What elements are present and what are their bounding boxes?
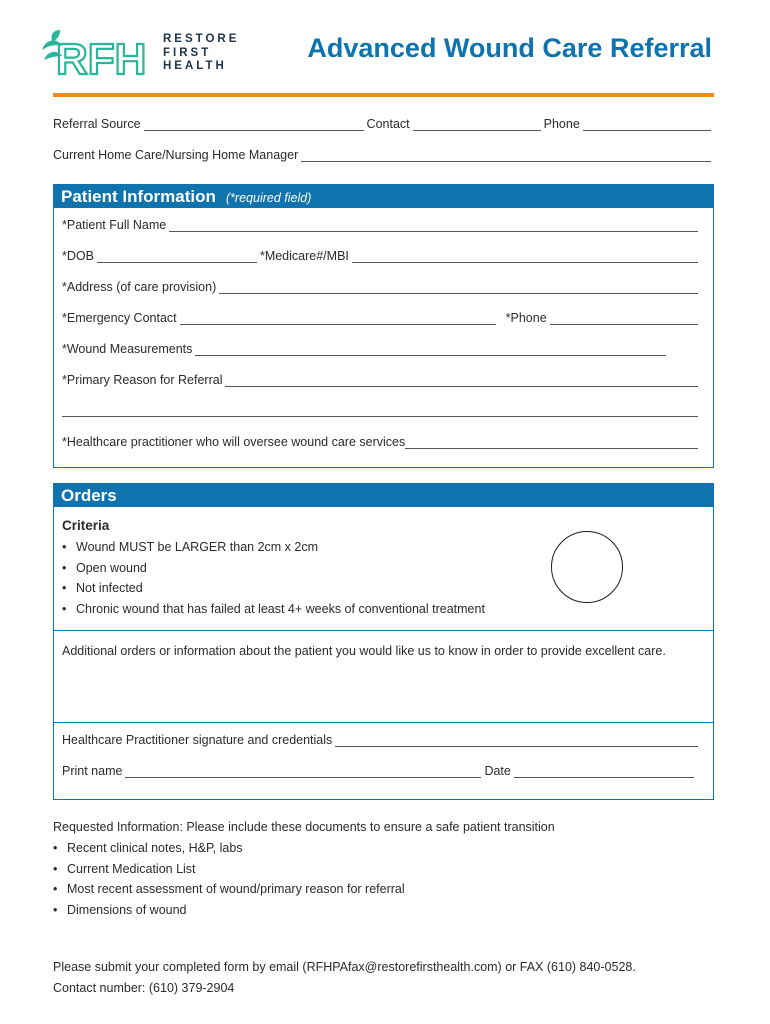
primary-reason-continued-row xyxy=(62,404,701,417)
primary-reason-field[interactable] xyxy=(225,374,698,387)
print-name-row xyxy=(62,764,697,778)
panel-title: Orders xyxy=(61,486,117,505)
dob-field[interactable] xyxy=(97,250,257,263)
divider xyxy=(54,630,713,631)
primary-reason-continued-field[interactable] xyxy=(62,404,698,417)
submission-instructions xyxy=(53,957,636,999)
dob-label: *DOB xyxy=(62,249,94,263)
wound-diagram-circle xyxy=(551,531,623,603)
contact-line: Contact number: (610) 379-2904 xyxy=(53,981,235,995)
wound-measurements-row xyxy=(62,342,669,356)
address-label: *Address (of care provision) xyxy=(62,280,217,294)
address-row xyxy=(62,280,701,294)
emergency-contact-field[interactable] xyxy=(180,312,496,325)
primary-reason-row xyxy=(62,373,701,387)
date-field[interactable] xyxy=(514,765,694,778)
submit-line: Please submit your completed form by email (RFHPAfax@restorefirsthealth.com) or FAX (610) 840-0528. xyxy=(53,960,636,974)
full-name-field[interactable] xyxy=(169,219,698,232)
referral-source-label: Referral Source xyxy=(53,117,141,131)
criteria-title: Criteria xyxy=(62,518,110,533)
additional-info-label: Additional orders or information about the patient you would like us to know in order to provide excellent care. xyxy=(62,644,666,658)
signature-row xyxy=(62,733,701,747)
referral-source-field[interactable] xyxy=(144,118,364,131)
list-item: • Open wound xyxy=(62,558,485,579)
panel-title: Patient Information xyxy=(61,187,216,206)
logo-wordmark: RESTORE FIRST HEALTH xyxy=(163,33,240,72)
contact-field[interactable] xyxy=(413,118,541,131)
requested-information-list xyxy=(53,838,405,920)
full-name-label: *Patient Full Name xyxy=(62,218,167,232)
date-label: Date xyxy=(484,764,511,778)
full-name-row xyxy=(62,218,701,232)
address-field[interactable] xyxy=(219,281,698,294)
list-item: • Dimensions of wound xyxy=(53,900,405,921)
signature-label: Healthcare Practitioner signature and credentials xyxy=(62,733,333,747)
medicare-field[interactable] xyxy=(352,250,698,263)
list-item: • Recent clinical notes, H&P, labs xyxy=(53,838,405,859)
page-title: Advanced Wound Care Referral xyxy=(307,33,712,63)
emergency-phone-label: *Phone xyxy=(505,311,547,325)
list-item: • Wound MUST be LARGER than 2cm x 2cm xyxy=(62,537,485,558)
svg-text:RFH: RFH xyxy=(56,35,147,84)
wound-measurements-field[interactable] xyxy=(195,343,666,356)
emergency-contact-row xyxy=(62,311,701,325)
primary-reason-label: *Primary Reason for Referral xyxy=(62,373,223,387)
print-name-label: Print name xyxy=(62,764,123,778)
dob-medicare-row xyxy=(62,249,701,263)
list-item: • Most recent assessment of wound/primary reason for referral xyxy=(53,879,405,900)
orders-header xyxy=(54,484,713,507)
contact-label: Contact xyxy=(366,117,410,131)
referral-source-row xyxy=(53,117,714,131)
practitioner-field[interactable] xyxy=(405,436,698,449)
requested-information-intro: Requested Information: Please include these documents to ensure a safe patient transition xyxy=(53,820,555,834)
phone-label: Phone xyxy=(543,117,580,131)
header-divider xyxy=(53,93,714,97)
list-item: • Not infected xyxy=(62,578,485,599)
medicare-label: *Medicare#/MBI xyxy=(259,249,349,263)
orders-panel xyxy=(53,483,714,800)
criteria-list xyxy=(62,537,485,619)
signature-field[interactable] xyxy=(335,734,698,747)
patient-information-panel xyxy=(53,184,714,468)
phone-field[interactable] xyxy=(583,118,711,131)
practitioner-label: *Healthcare practitioner who will oversee wound care services xyxy=(62,435,406,449)
manager-row xyxy=(53,148,714,162)
logo-mark xyxy=(40,28,160,84)
patient-information-header xyxy=(54,185,713,208)
practitioner-row xyxy=(62,435,701,449)
wound-measurements-label: *Wound Measurements xyxy=(62,342,193,356)
divider xyxy=(54,722,713,723)
manager-field[interactable] xyxy=(301,149,711,162)
required-note: (*required field) xyxy=(225,191,312,205)
list-item: • Current Medication List xyxy=(53,859,405,880)
emergency-phone-field[interactable] xyxy=(550,312,698,325)
list-item: • Chronic wound that has failed at least 4+ weeks of conventional treatment xyxy=(62,599,485,620)
additional-info-field[interactable] xyxy=(62,664,705,719)
manager-label: Current Home Care/Nursing Home Manager xyxy=(53,148,299,162)
print-name-field[interactable] xyxy=(125,765,481,778)
emergency-contact-label: *Emergency Contact xyxy=(62,311,177,325)
